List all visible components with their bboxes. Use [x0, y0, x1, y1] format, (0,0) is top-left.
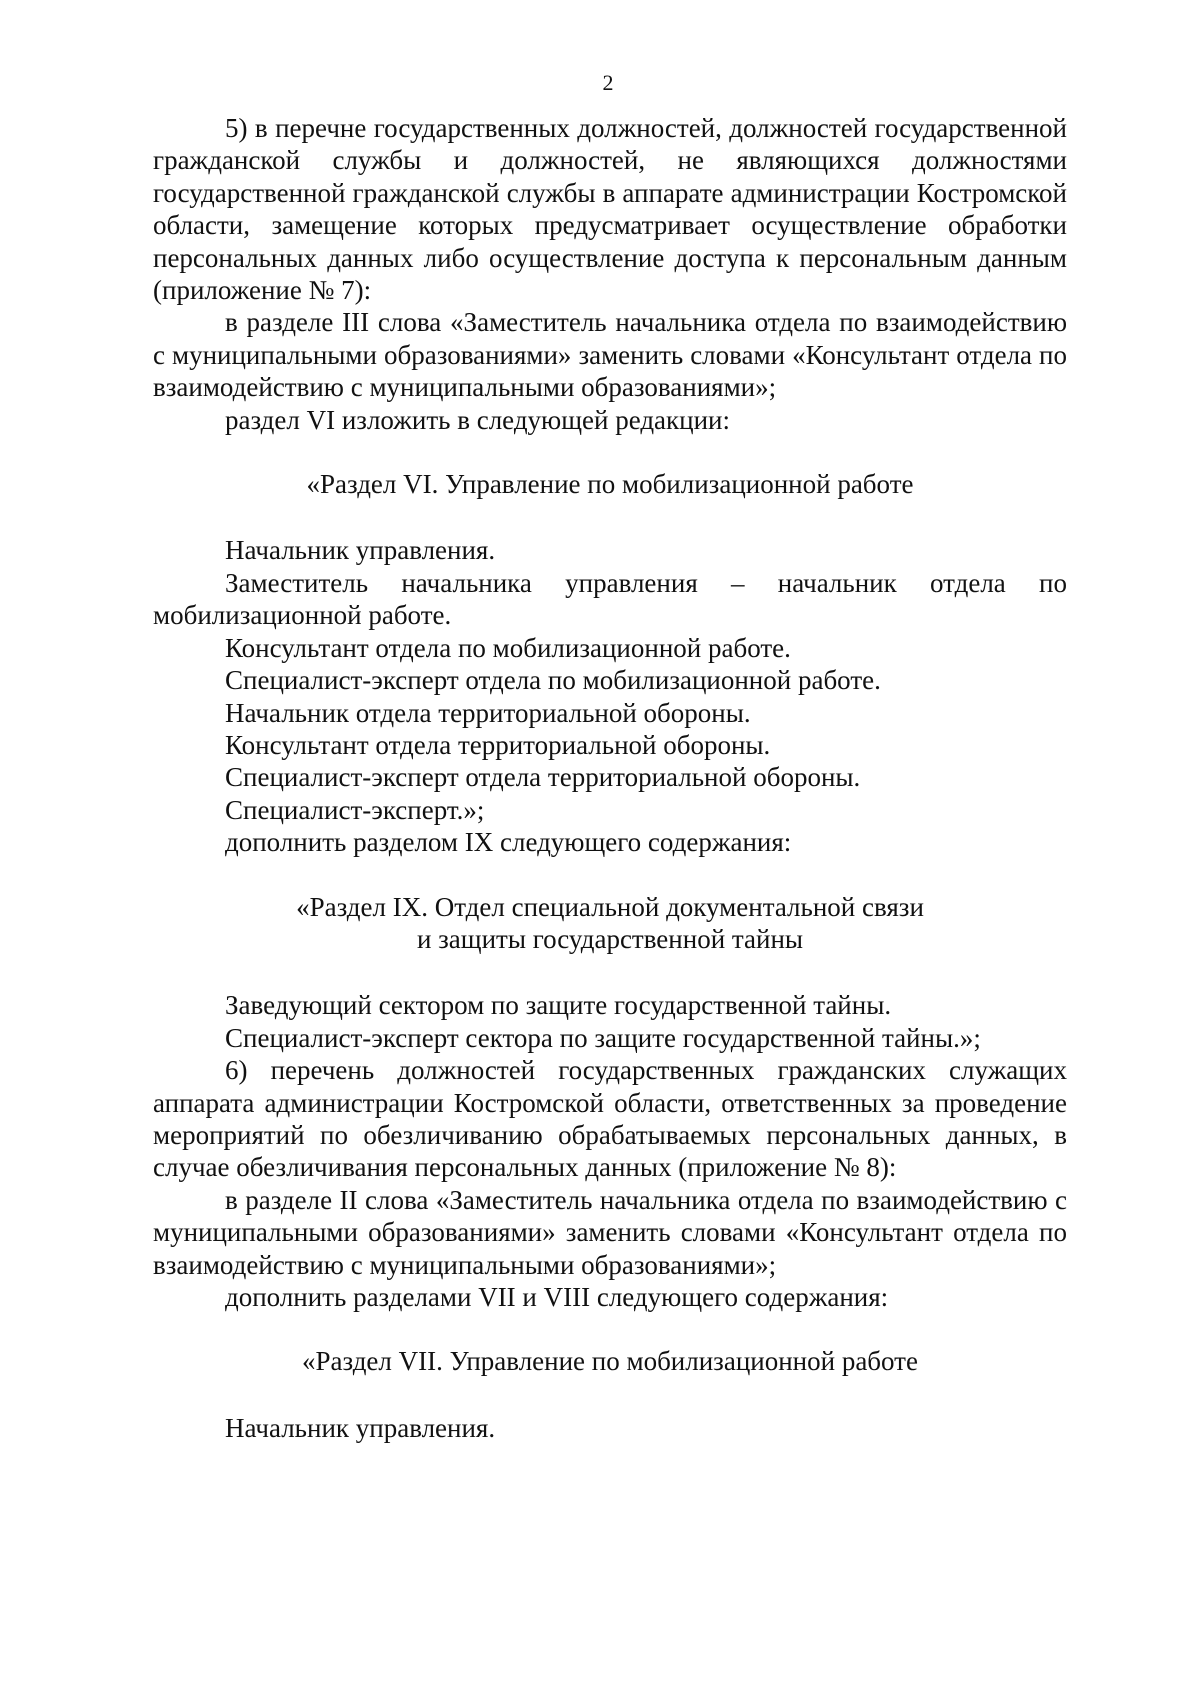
paragraph-section-6-intro: раздел VI изложить в следующей редакции: — [225, 404, 731, 435]
heading-section-7: «Раздел VII. Управление по мобилизационной работе — [302, 1346, 918, 1377]
section-6-item: Начальник отдела территориальной обороны. — [225, 697, 751, 728]
section-7-item: Начальник управления. — [225, 1412, 496, 1443]
heading-section-6: «Раздел VI. Управление по мобилизационной работе — [306, 469, 914, 500]
section-6-item: Консультант отдела по мобилизационной работе. — [225, 632, 791, 663]
section-9-item: Специалист-эксперт сектора по защите государственной тайны.»; — [225, 1022, 981, 1053]
section-6-item: Заместитель начальника управления – начальник отдела по мобилизационной работе. — [153, 567, 1067, 631]
paragraph-item-6: 6) перечень должностей государственных гражданских служащих аппарата администрации Костромской области, ответственных за проведение мероприятий по обезличиванию обрабатываемых персональных данных, в случае обезличивания персональных данных (приложение № 8): — [153, 1055, 1067, 1183]
section-6-item: Специалист-эксперт отдела по мобилизационной работе. — [225, 665, 881, 696]
page-number: 2 — [602, 70, 614, 95]
paragraph-item-5: 5) в перечне государственных должностей, должностей государственной гражданской службы и должностей, не являющихся должностями государственной гражданской службы в аппарате администрации Костромской области, замещение которых предусматривает осуществление обработки персональных данных либо осуществление доступа к персональным данным (приложение № 7): — [153, 113, 1067, 306]
section-6-item: Специалист-эксперт.»; — [225, 794, 485, 825]
paragraph-sections-7-8-intro: дополнить разделами VII и VIII следующего содержания: — [225, 1282, 889, 1312]
section-6-item: Консультант отдела территориальной обороны. — [225, 729, 771, 760]
document-body — [153, 112, 1067, 1444]
heading-section-9-line-2: и защиты государственной тайны — [416, 923, 804, 954]
paragraph-section-3-change: в разделе III слова «Заместитель начальника отдела по взаимодействию с муниципальными образованиями» заменить словами «Консультант отдела по взаимодействию с муниципальными образованиями»; — [153, 307, 1067, 403]
section-6-item: Начальник управления. — [225, 535, 496, 566]
paragraph-section-9-intro: дополнить разделом IX следующего содержания: — [225, 827, 792, 858]
section-9-item: Заведующий сектором по защите государственной тайны. — [225, 990, 892, 1021]
section-6-item: Специалист-эксперт отдела территориальной обороны. — [225, 762, 861, 793]
paragraph-section-2-change: в разделе II слова «Заместитель начальника отдела по взаимодействию с муниципальными образованиями» заменить словами «Консультант отдела по взаимодействию с муниципальными образованиями»; — [153, 1184, 1067, 1280]
heading-section-9-line-1: «Раздел IX. Отдел специальной документальной связи — [296, 891, 924, 922]
